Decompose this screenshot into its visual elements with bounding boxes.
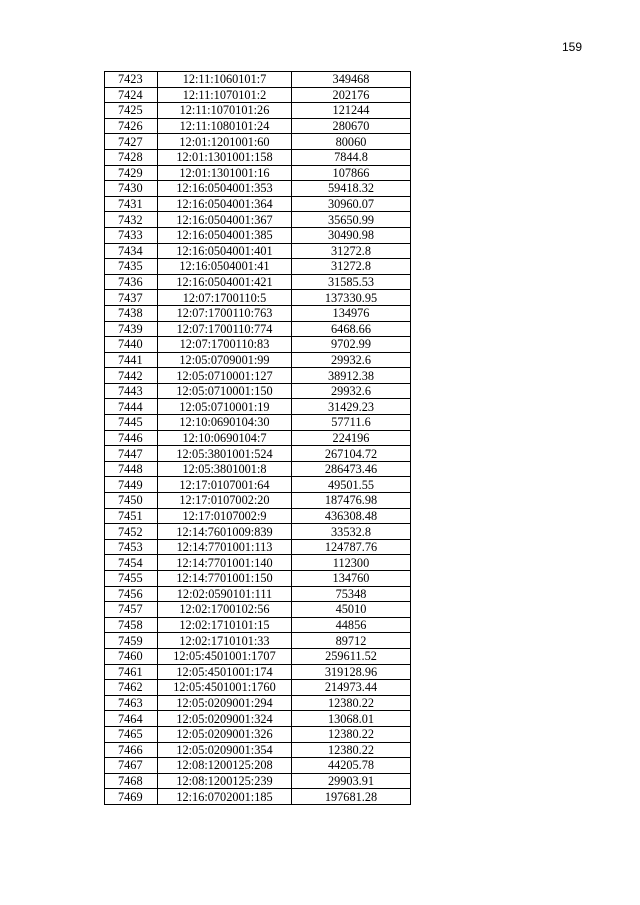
value-cell: 12380.22 [292,742,411,758]
value-cell: 89712 [292,633,411,649]
cadastral-number-cell: 12:16:0504001:353 [158,181,292,197]
table-row [105,711,411,727]
cadastral-number-cell: 12:16:0504001:41 [158,259,292,275]
cadastral-number-cell: 12:11:1070101:26 [158,103,292,119]
value-cell: 38912.38 [292,368,411,384]
value-cell: 31429.23 [292,399,411,415]
cadastral-number-cell: 12:11:1080101:24 [158,118,292,134]
value-cell: 107866 [292,165,411,181]
row-number-cell: 7460 [105,648,158,664]
cadastral-number-cell: 12:10:0690104:7 [158,430,292,446]
cadastral-number-cell: 12:10:0690104:30 [158,415,292,431]
cadastral-number-cell: 12:14:7701001:150 [158,571,292,587]
cadastral-number-cell: 12:01:1301001:16 [158,165,292,181]
row-number-cell: 7429 [105,165,158,181]
table-body [105,72,411,805]
cadastral-number-cell: 12:05:0209001:324 [158,711,292,727]
cadastral-number-cell: 12:05:0710001:127 [158,368,292,384]
table-row [105,680,411,696]
row-number-cell: 7466 [105,742,158,758]
value-cell: 29932.6 [292,352,411,368]
value-cell: 259611.52 [292,648,411,664]
row-number-cell: 7430 [105,181,158,197]
value-cell: 137330.95 [292,290,411,306]
value-cell: 12380.22 [292,695,411,711]
cadastral-number-cell: 12:02:1710101:33 [158,633,292,649]
cadastral-number-cell: 12:17:0107002:9 [158,508,292,524]
value-cell: 121244 [292,103,411,119]
table-row [105,742,411,758]
value-cell: 9702.99 [292,337,411,353]
row-number-cell: 7451 [105,508,158,524]
value-cell: 31272.8 [292,243,411,259]
value-cell: 49501.55 [292,477,411,493]
table-row [105,399,411,415]
cadastral-number-cell: 12:05:0709001:99 [158,352,292,368]
row-number-cell: 7461 [105,664,158,680]
table-row [105,773,411,789]
value-cell: 134976 [292,305,411,321]
value-cell: 29903.91 [292,773,411,789]
table-row [105,508,411,524]
value-cell: 436308.48 [292,508,411,524]
value-cell: 286473.46 [292,461,411,477]
table-row [105,477,411,493]
row-number-cell: 7446 [105,430,158,446]
cadastral-number-cell: 12:05:0209001:294 [158,695,292,711]
table-row [105,321,411,337]
row-number-cell: 7459 [105,633,158,649]
cadastral-number-cell: 12:05:0710001:19 [158,399,292,415]
table-row [105,181,411,197]
table-row [105,134,411,150]
table-row [105,664,411,680]
row-number-cell: 7445 [105,415,158,431]
value-cell: 57711.6 [292,415,411,431]
row-number-cell: 7456 [105,586,158,602]
value-cell: 224196 [292,430,411,446]
table-row [105,461,411,477]
value-cell: 30960.07 [292,196,411,212]
cadastral-number-cell: 12:17:0107001:64 [158,477,292,493]
row-number-cell: 7434 [105,243,158,259]
cadastral-number-cell: 12:07:1700110:763 [158,305,292,321]
row-number-cell: 7441 [105,352,158,368]
row-number-cell: 7431 [105,196,158,212]
table-row [105,383,411,399]
table-row [105,539,411,555]
table-row [105,695,411,711]
table-row [105,305,411,321]
table-row [105,274,411,290]
cadastral-number-cell: 12:16:0504001:421 [158,274,292,290]
table-row [105,415,411,431]
cadastral-number-cell: 12:05:4501001:174 [158,664,292,680]
row-number-cell: 7465 [105,726,158,742]
row-number-cell: 7425 [105,103,158,119]
table-row [105,118,411,134]
row-number-cell: 7426 [105,118,158,134]
row-number-cell: 7433 [105,227,158,243]
value-cell: 349468 [292,72,411,88]
row-number-cell: 7436 [105,274,158,290]
cadastral-number-cell: 12:05:0710001:150 [158,383,292,399]
table-row [105,259,411,275]
row-number-cell: 7437 [105,290,158,306]
value-cell: 267104.72 [292,446,411,462]
table-row [105,602,411,618]
cadastral-number-cell: 12:14:7701001:140 [158,555,292,571]
cadastral-number-cell: 12:01:1301001:158 [158,149,292,165]
table-row [105,87,411,103]
cadastral-number-cell: 12:05:3801001:8 [158,461,292,477]
row-number-cell: 7463 [105,695,158,711]
cadastral-number-cell: 12:02:0590101:111 [158,586,292,602]
value-cell: 12380.22 [292,726,411,742]
row-number-cell: 7447 [105,446,158,462]
cadastral-number-cell: 12:05:3801001:524 [158,446,292,462]
cadastral-number-cell: 12:05:0209001:354 [158,742,292,758]
value-cell: 202176 [292,87,411,103]
row-number-cell: 7442 [105,368,158,384]
table-row [105,103,411,119]
cadastral-number-cell: 12:02:1710101:15 [158,617,292,633]
cadastral-number-cell: 12:08:1200125:239 [158,773,292,789]
table-row [105,212,411,228]
table-row [105,524,411,540]
value-cell: 35650.99 [292,212,411,228]
row-number-cell: 7449 [105,477,158,493]
row-number-cell: 7458 [105,617,158,633]
table-row [105,72,411,88]
table-row [105,617,411,633]
row-number-cell: 7423 [105,72,158,88]
table-row [105,243,411,259]
cadastral-number-cell: 12:01:1201001:60 [158,134,292,150]
row-number-cell: 7454 [105,555,158,571]
table-row [105,290,411,306]
table-row [105,789,411,805]
value-cell: 280670 [292,118,411,134]
row-number-cell: 7443 [105,383,158,399]
row-number-cell: 7450 [105,493,158,509]
row-number-cell: 7448 [105,461,158,477]
page-number: 159 [561,40,582,54]
value-cell: 45010 [292,602,411,618]
cadastral-number-cell: 12:16:0504001:385 [158,227,292,243]
table-row [105,337,411,353]
row-number-cell: 7427 [105,134,158,150]
row-number-cell: 7468 [105,773,158,789]
cadastral-number-cell: 12:16:0504001:364 [158,196,292,212]
table-row [105,493,411,509]
table-row [105,352,411,368]
cadastral-number-cell: 12:05:0209001:326 [158,726,292,742]
table-row [105,586,411,602]
data-table [104,71,411,805]
value-cell: 29932.6 [292,383,411,399]
table-row [105,165,411,181]
table-row [105,726,411,742]
table-row [105,368,411,384]
value-cell: 134760 [292,571,411,587]
value-cell: 33532.8 [292,524,411,540]
row-number-cell: 7467 [105,758,158,774]
row-number-cell: 7455 [105,571,158,587]
table-row [105,633,411,649]
row-number-cell: 7462 [105,680,158,696]
cadastral-number-cell: 12:11:1060101:7 [158,72,292,88]
table-row [105,196,411,212]
value-cell: 31272.8 [292,259,411,275]
value-cell: 7844.8 [292,149,411,165]
cadastral-number-cell: 12:16:0504001:367 [158,212,292,228]
table-row [105,571,411,587]
row-number-cell: 7453 [105,539,158,555]
value-cell: 197681.28 [292,789,411,805]
value-cell: 124787.76 [292,539,411,555]
cadastral-number-cell: 12:11:1070101:2 [158,87,292,103]
cadastral-number-cell: 12:16:0504001:401 [158,243,292,259]
value-cell: 30490.98 [292,227,411,243]
value-cell: 112300 [292,555,411,571]
row-number-cell: 7428 [105,149,158,165]
value-cell: 31585.53 [292,274,411,290]
table-row [105,758,411,774]
value-cell: 44856 [292,617,411,633]
value-cell: 44205.78 [292,758,411,774]
cadastral-number-cell: 12:08:1200125:208 [158,758,292,774]
value-cell: 187476.98 [292,493,411,509]
cadastral-number-cell: 12:14:7701001:113 [158,539,292,555]
row-number-cell: 7464 [105,711,158,727]
row-number-cell: 7438 [105,305,158,321]
cadastral-number-cell: 12:07:1700110:774 [158,321,292,337]
row-number-cell: 7457 [105,602,158,618]
value-cell: 75348 [292,586,411,602]
row-number-cell: 7469 [105,789,158,805]
row-number-cell: 7440 [105,337,158,353]
value-cell: 59418.32 [292,181,411,197]
row-number-cell: 7452 [105,524,158,540]
row-number-cell: 7432 [105,212,158,228]
value-cell: 80060 [292,134,411,150]
table-row [105,648,411,664]
cadastral-number-cell: 12:14:7601009:839 [158,524,292,540]
row-number-cell: 7435 [105,259,158,275]
cadastral-number-cell: 12:02:1700102:56 [158,602,292,618]
value-cell: 319128.96 [292,664,411,680]
cadastral-number-cell: 12:07:1700110:5 [158,290,292,306]
table-row [105,446,411,462]
value-cell: 6468.66 [292,321,411,337]
table-row [105,555,411,571]
table-row [105,149,411,165]
row-number-cell: 7439 [105,321,158,337]
row-number-cell: 7444 [105,399,158,415]
value-cell: 214973.44 [292,680,411,696]
cadastral-number-cell: 12:05:4501001:1707 [158,648,292,664]
table-row [105,227,411,243]
cadastral-number-cell: 12:16:0702001:185 [158,789,292,805]
row-number-cell: 7424 [105,87,158,103]
cadastral-number-cell: 12:05:4501001:1760 [158,680,292,696]
table-row [105,430,411,446]
cadastral-number-cell: 12:17:0107002:20 [158,493,292,509]
value-cell: 13068.01 [292,711,411,727]
cadastral-number-cell: 12:07:1700110:83 [158,337,292,353]
